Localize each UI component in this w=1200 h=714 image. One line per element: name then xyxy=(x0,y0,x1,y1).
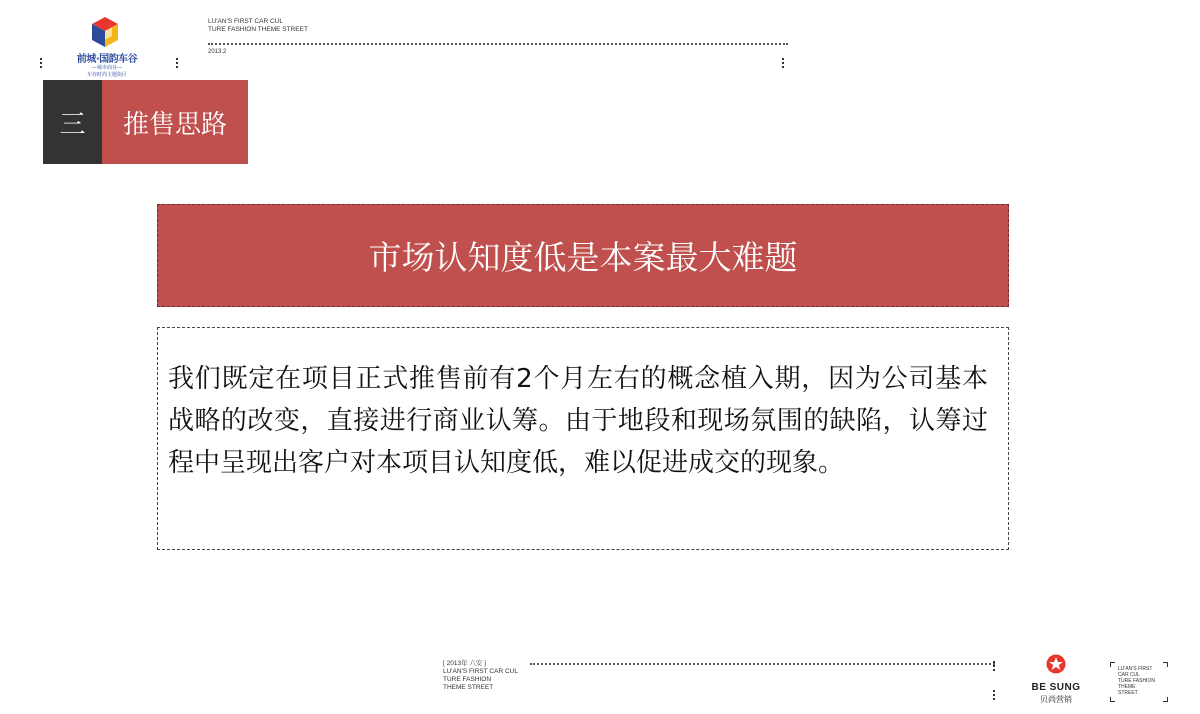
header-date: 2013.2 xyxy=(208,49,227,55)
footer-right-block xyxy=(1110,662,1168,702)
brand-name-en: BE SUNG xyxy=(1031,682,1081,693)
footer-marker-top xyxy=(993,661,995,671)
footer-right-line4: THEME xyxy=(1118,684,1136,690)
header-divider xyxy=(208,43,788,45)
footer-line2: TURE FASHION xyxy=(443,676,492,683)
header-marker-right xyxy=(782,58,784,68)
star-logo-icon xyxy=(1046,654,1066,674)
headline-banner xyxy=(157,204,1009,307)
header-tagline xyxy=(208,18,308,34)
headline-text: 市场认知度低是本案最大难题 xyxy=(368,238,798,277)
footer-right-line1: LU'AN'S FIRST xyxy=(1118,666,1153,672)
logo-text: 前城·国韵车谷 xyxy=(76,54,138,65)
header-tagline-line2: TURE FASHION THEME STREET xyxy=(208,26,308,33)
corner-top-left xyxy=(1110,662,1115,667)
logo-subtext: —城市商业— xyxy=(91,65,122,71)
footer-right-text xyxy=(1118,666,1155,696)
corner-bottom-right xyxy=(1163,697,1168,702)
header-marker-mid xyxy=(176,58,178,68)
footer-right-line5: STREET xyxy=(1118,690,1138,696)
corner-top-right xyxy=(1163,662,1168,667)
footer-line1: LU'AN'S FIRST CAR CUL xyxy=(443,668,518,675)
section-title: 推售思路 xyxy=(102,80,248,164)
footer-divider xyxy=(530,663,995,665)
footer-right-line2: CAR CUL xyxy=(1118,672,1140,678)
cube-logo-icon xyxy=(90,16,120,48)
header-tagline-line1: LU'AN'S FIRST CAR CUL xyxy=(208,18,283,25)
footer-date: [ 2013年 六安 ] xyxy=(443,660,486,667)
footer-tagline xyxy=(443,660,518,692)
section-number: 三 xyxy=(43,80,102,164)
logo-subtext-2: 车谷时尚主题街区 xyxy=(86,72,127,78)
content-box xyxy=(157,327,1009,550)
company-logo xyxy=(62,14,152,78)
corner-bottom-left xyxy=(1110,697,1115,702)
body-paragraph: 我们既定在项目正式推售前有2个月左右的概念植入期，因为公司基本战略的改变，直接进行商业认筹。由于地段和现场氛围的缺陷，认筹过程中呈现出客户对本项目认知度低，难以促进成交的现象。 xyxy=(168,364,988,478)
header-marker-left xyxy=(40,58,42,68)
footer-right-line3: TURE FASHION xyxy=(1118,678,1155,684)
besung-logo xyxy=(1026,654,1086,704)
brand-name-cn: 贝尚营销 xyxy=(1040,695,1072,704)
footer-marker-bottom xyxy=(993,690,995,700)
footer-line3: THEME STREET xyxy=(443,684,494,691)
